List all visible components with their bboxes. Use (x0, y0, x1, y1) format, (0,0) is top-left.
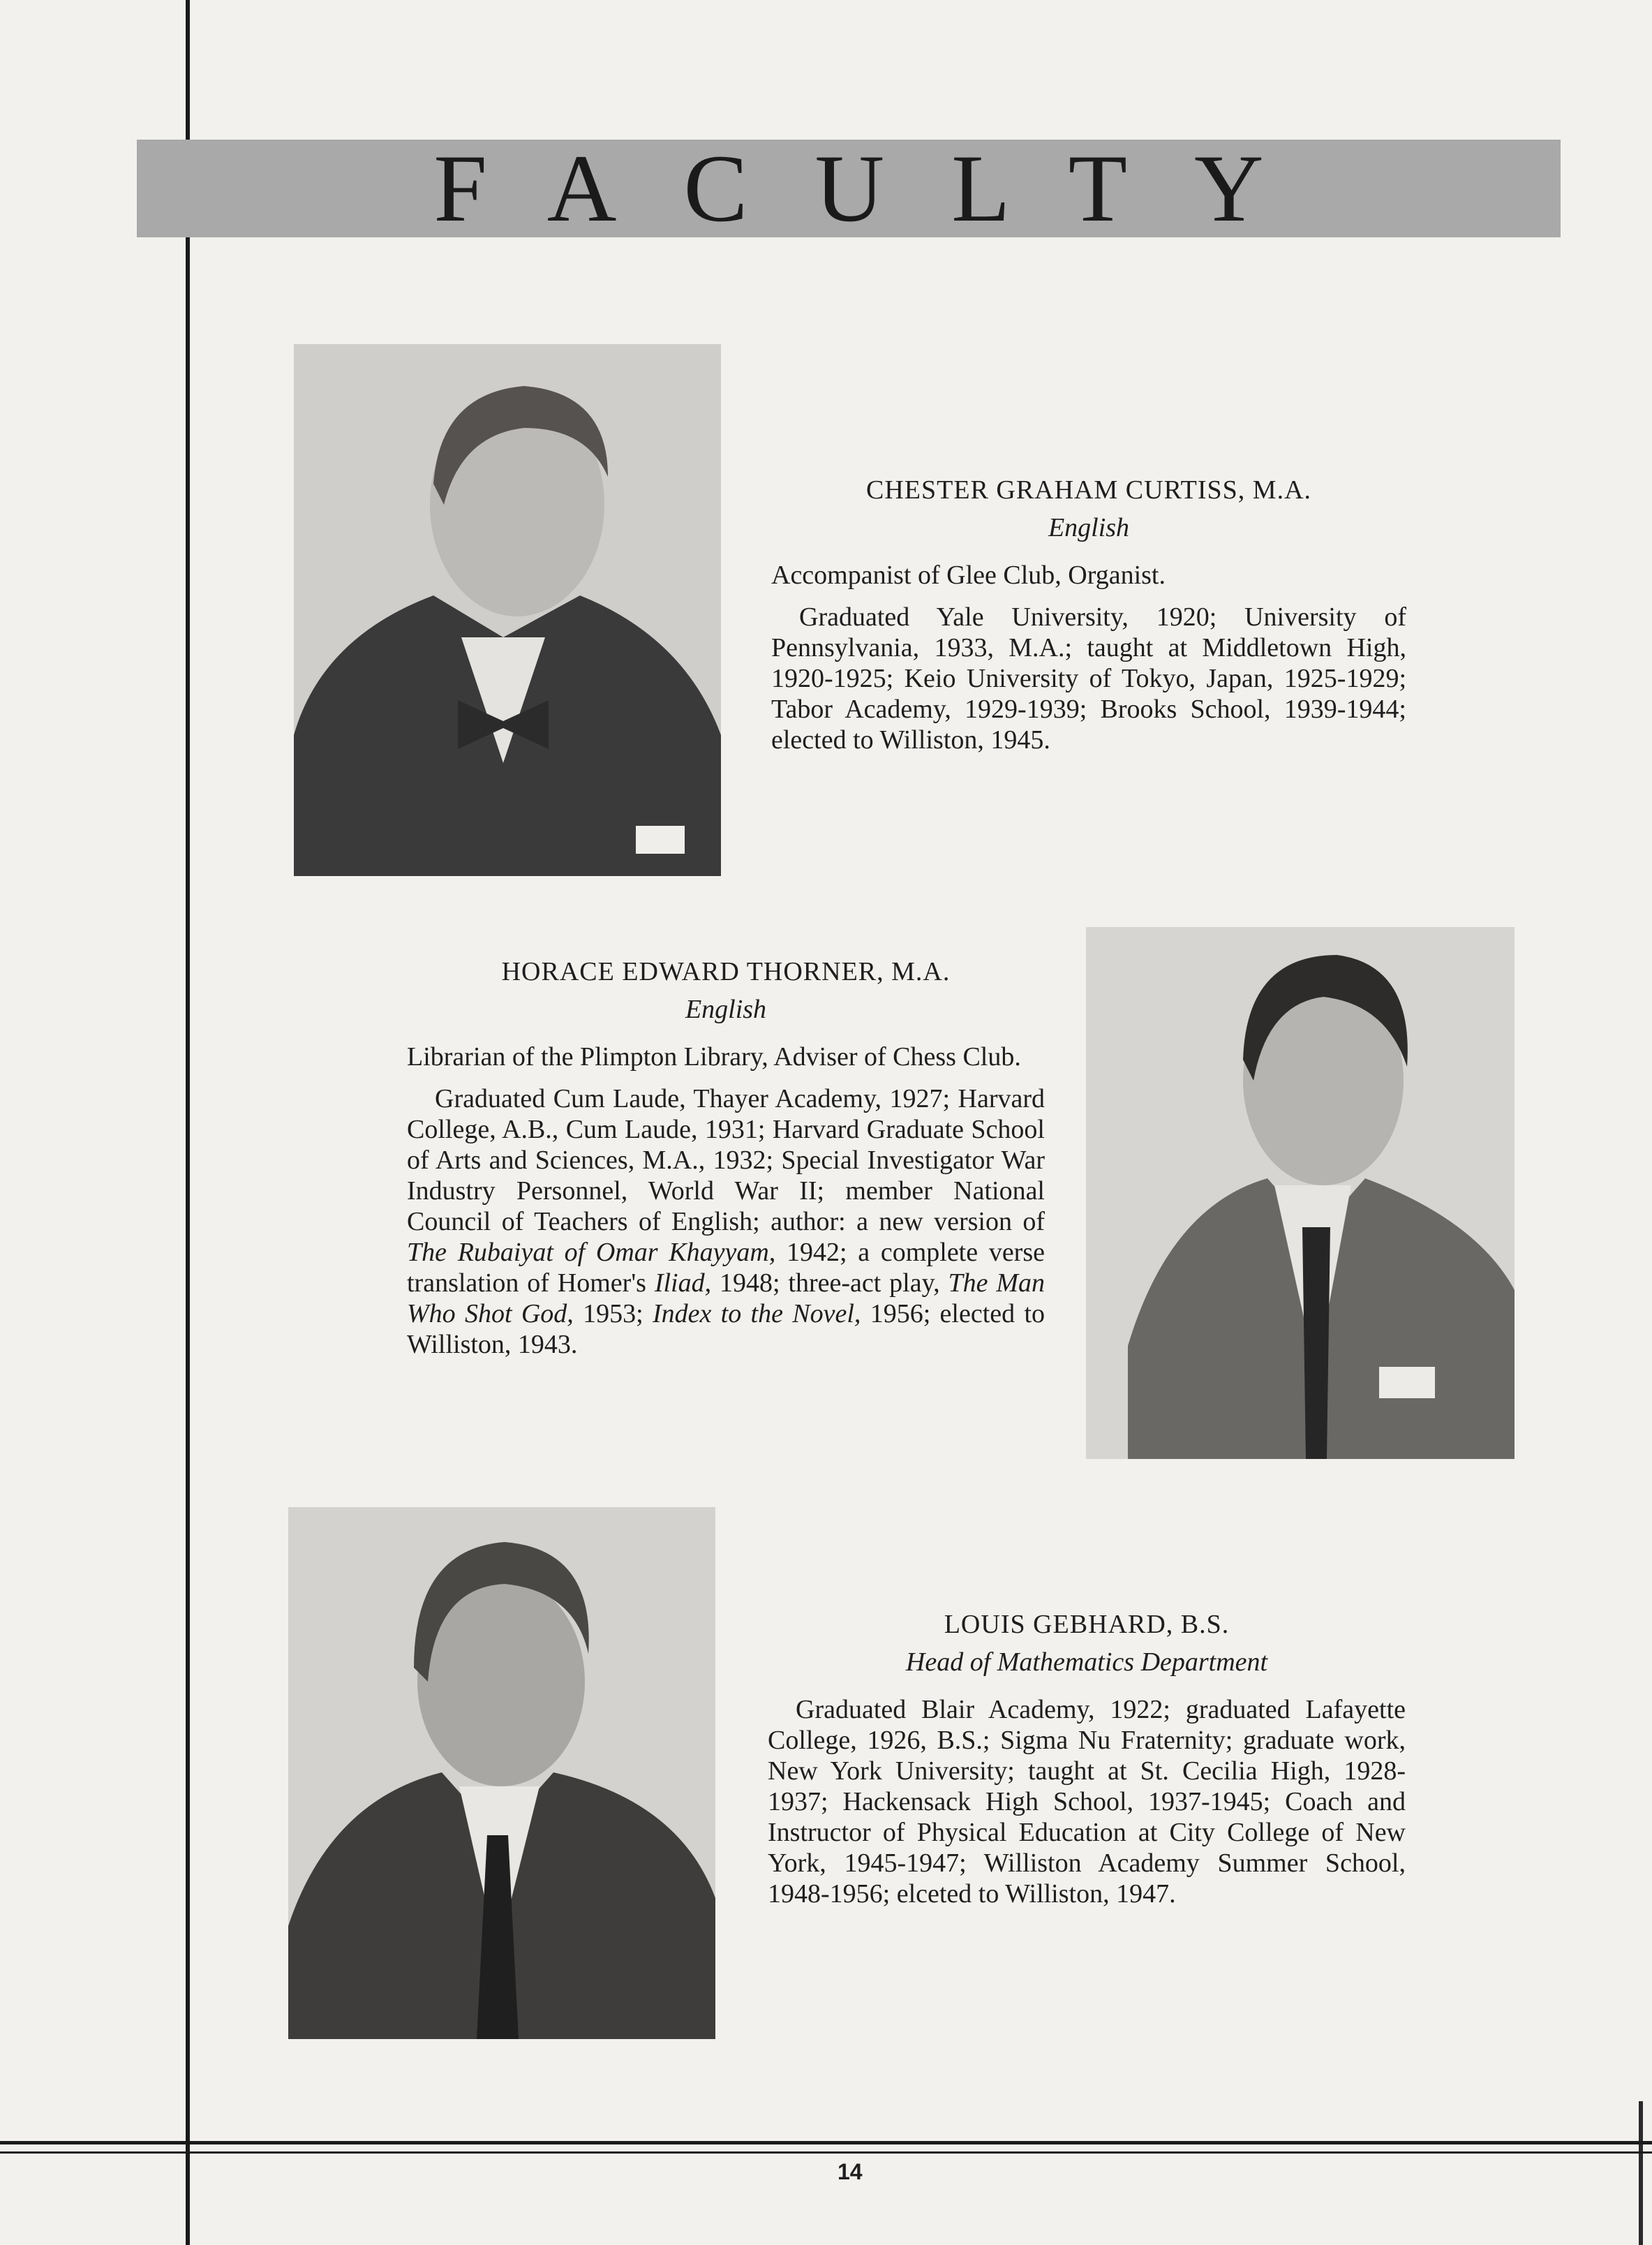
faculty-photo-curtiss (294, 344, 721, 876)
faculty-photo-thorner (1086, 927, 1515, 1459)
footer-rule-top (0, 2141, 1652, 2144)
faculty-department: Head of Mathematics Department (905, 1647, 1268, 1677)
book-title: The Rubaiyat of Omar Khayyam, (407, 1238, 776, 1267)
book-title: Index to the Novel, (652, 1299, 861, 1328)
faculty-bio: Graduated Blair Academy, 1922; graduated Lafayette College, 1926, B.S.; Sigma Nu Fraternity; graduate work, New York University; taught at St. Cecilia High, 1928-1937; Hackensack High School, 1937-1945; Coach and Instructor of Physical Education at City College of New York, 1945-1947; Williston Academy Summer School, 1948-1956; elceted to Williston, 1947. (768, 1695, 1406, 1909)
faculty-name: HORACE EDWARD THORNER, M.A. (501, 957, 951, 986)
faculty-photo-gebhard (288, 1507, 715, 2039)
right-edge-rule (1639, 2101, 1643, 2245)
faculty-roles: Accompanist of Glee Club, Organist. (771, 561, 1166, 590)
play-title: The Man Who Shot God, (407, 1268, 1045, 1328)
faculty-bio: Graduated Cum Laude, Thayer Academy, 1927; Harvard College, A.B., Cum Laude, 1931; Harvard Graduate School of Arts and Sciences, M.A., 1932; Special Investigator War Industry Personnel, World War II; member National Council of Teachers of English; author: a new version of The Rubaiyat of Omar Khayyam, 1942; a complete verse translation of Homer's Iliad, 1948; three-act play, The Man Who Shot God, 1953; Index to the Novel, 1956; elected to Williston, 1943. (407, 1084, 1045, 1359)
faculty-department: English (1048, 513, 1130, 542)
faculty-department: English (685, 995, 767, 1024)
faculty-name: CHESTER GRAHAM CURTISS, M.A. (865, 475, 1312, 505)
page-title: FACULTY (433, 135, 1331, 242)
faculty-bio: Graduated Yale University, 1920; University of Pennsylvania, 1933, M.A.; taught at Middletown High, 1920-1925; Keio University of Tokyo, Japan, 1925-1929; Tabor Academy, 1929-1939; Brooks School, 1939-1944; elected to Williston, 1945. (771, 602, 1406, 755)
footer-rule-bottom (0, 2151, 1652, 2154)
page-title-banner (137, 135, 1561, 242)
faculty-roles: Librarian of the Plimpton Library, Adviser of Chess Club. (407, 1042, 1021, 1072)
left-margin-rule (186, 0, 190, 2245)
book-title: Iliad, (654, 1268, 712, 1298)
faculty-name: LOUIS GEBHARD, B.S. (944, 1610, 1230, 1639)
faculty-entry-thorner (407, 956, 1045, 1371)
faculty-entry-curtiss (771, 475, 1406, 766)
faculty-entry-gebhard (768, 1609, 1406, 1920)
page-number: 14 (838, 2159, 863, 2184)
